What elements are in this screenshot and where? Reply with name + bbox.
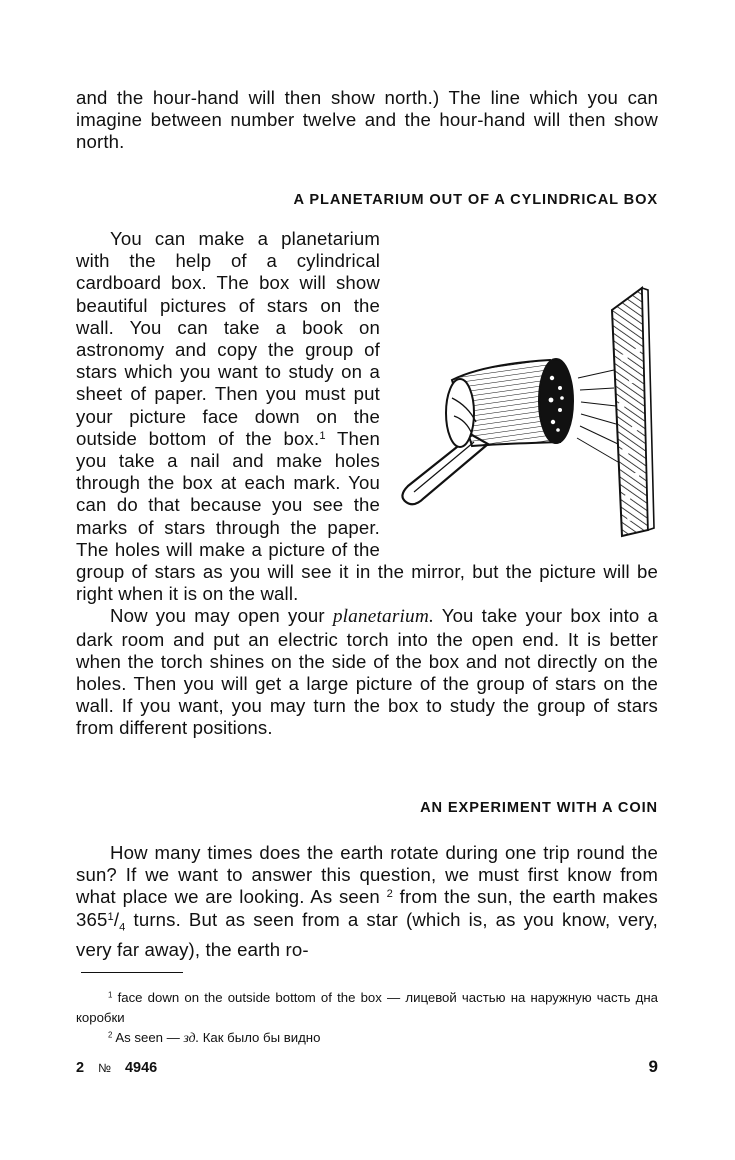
coin-paragraph: How many times does the earth rotate during one trip round the sun? If we want to answer this question, we must first know from what place we are looking. As seen $^2$ from the sun, the earth makes $365^1/_4$ turns. But as seen from a star (which is, as you know, very, very far away), the earth ro- (76, 842, 658, 960)
wall-panel (612, 288, 654, 536)
coin-text-b: from the sun, the earth makes 365 (76, 886, 658, 930)
planetarium-paragraph-1 (76, 228, 658, 605)
planetarium-italic: planetarium. (332, 606, 434, 628)
footnote-2-text: As seen — (112, 1030, 184, 1045)
coin-text-c: turns. But as seen from a star (which is, as you know, very, very far away), the earth ro- (76, 908, 658, 960)
fraction-denominator: 4 (119, 921, 126, 934)
footnote-2-mark: 2 (108, 1030, 113, 1040)
page-number: 9 (648, 1057, 658, 1076)
order-number: 4946 (124, 1060, 158, 1076)
coin-section (76, 842, 658, 961)
planetarium-text-1: You can make a planetarium with the help of a cylindrical cardboard box. The box will show beautiful pictures of stars on the wall. You can take a book on astronomy and copy the group of stars which you want to study on a sheet of paper. Then you must put your picture face down on the outside bottom of the box. (76, 228, 380, 449)
heading-planetarium: A PLANETARIUM OUT OF A CYLINDRICAL BOX (293, 192, 658, 208)
footnote-rule (81, 972, 183, 973)
planetarium-text-2b: You take your box into a dark room and put an electric torch into the open end. It is better when the torch shines on the side of the box and not directly on the holes. Then you will get a large picture of the group of stars on the wall. If you want, you may turn the box to study the group of stars from different positions. (76, 605, 659, 739)
printer-signature (76, 1060, 157, 1076)
footnote-ref-2: 2 (386, 888, 393, 901)
footnote-1 (76, 988, 658, 1028)
footnote-ref-1: 1 (319, 429, 326, 442)
planetarium-text-1b: Then you take a nail and make holes through the box at each mark. You can do that because you see the marks of stars through the paper. The holes will make a picture of the group of stars as you will see it in the mirror, but the picture will be right when it is on the wall. (76, 427, 658, 605)
footnote-2-tail: Как было бы видно (199, 1030, 321, 1045)
planetarium-text-2a: Now you may open your (110, 605, 333, 627)
light-rays (577, 370, 618, 462)
planetarium-paragraph-2 (76, 605, 658, 739)
intro-paragraph (76, 87, 658, 154)
footnotes (76, 988, 658, 1048)
footnote-2-italic: зд. (183, 1030, 200, 1045)
signature-mark: № (98, 1061, 111, 1075)
footnote-2 (76, 1028, 658, 1048)
planetarium-section (76, 228, 658, 740)
fraction-numerator: 1 (107, 910, 114, 923)
cylindrical-box (446, 359, 573, 447)
footnote-1-mark: 1 (108, 990, 113, 1000)
coin-text-a: How many times does the earth rotate during one trip round the sun? If we want to answer this question, we must first know from what place we are looking. As seen (76, 842, 658, 908)
footnote-1-text: face down on the outside bottom of the box — лицевой частью на наружную часть дна коробки (76, 990, 658, 1025)
signature-number: 2 (76, 1060, 85, 1076)
intro-text: and the hour-hand will then show north.) The line which you can imagine between number twelve and the hour-hand will then show north. (76, 87, 658, 153)
planetarium-figure (392, 230, 670, 542)
page-footer (76, 1057, 658, 1077)
planetarium-illustration (392, 230, 670, 542)
heading-coin: AN EXPERIMENT WITH A COIN (420, 800, 658, 816)
